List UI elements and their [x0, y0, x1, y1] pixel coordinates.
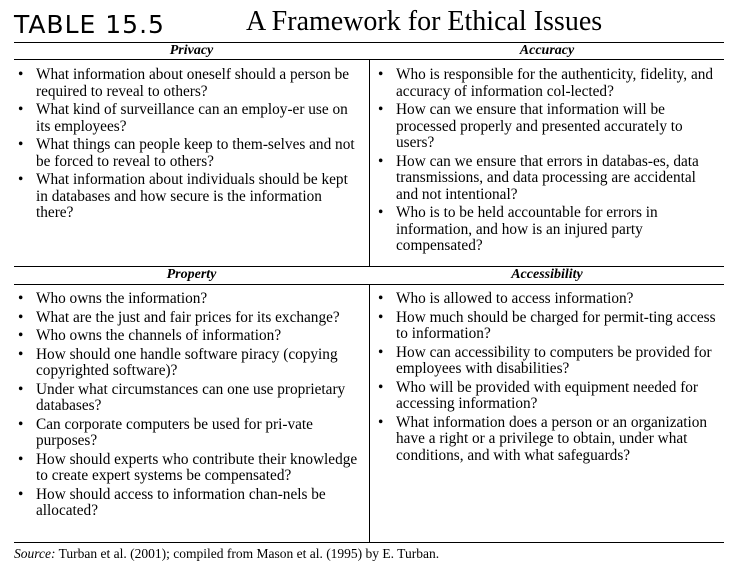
- bullet-icon: •: [378, 343, 384, 361]
- table-title: A Framework for Ethical Issues: [246, 6, 603, 37]
- list-item: • What are the just and fair prices for its exchange?: [18, 308, 340, 326]
- list-item: • How should one handle software piracy (copying copyrighted software)?: [18, 345, 338, 379]
- bullet-icon: •: [18, 290, 24, 307]
- list-item: • What information about individuals should be kept in databases and how secure is the information there?: [18, 171, 348, 221]
- bullet-icon: •: [18, 327, 24, 344]
- source-label: Source:: [14, 546, 56, 561]
- list-item: • How should experts who contribute their knowledge to create expert systems be compensated?: [18, 450, 358, 484]
- privacy-list: [14, 67, 358, 224]
- list-item: • Under what circumstances can one use proprietary databases?: [18, 380, 346, 414]
- list-item: • What kind of surveillance can an employ-er use on its employees?: [18, 101, 348, 135]
- bullet-icon: •: [18, 415, 24, 433]
- list-item: • Who will be provided with equipment needed for accessing information?: [378, 378, 699, 412]
- list-item: • Who is responsible for the authenticity, fidelity, and accuracy of information col-lected?: [378, 66, 714, 100]
- bullet-icon: •: [378, 413, 384, 431]
- accessibility-list: [374, 291, 720, 466]
- bullet-icon: •: [18, 136, 24, 153]
- list-item: • How can accessibility to computers be provided for employees with disabilities?: [378, 343, 712, 377]
- bullet-icon: •: [378, 152, 384, 170]
- column-divider-bottom: [369, 284, 370, 542]
- bullet-icon: •: [378, 66, 384, 83]
- property-list: [14, 291, 358, 522]
- title-row: [14, 4, 726, 40]
- list-item: • Can corporate computers be used for pri-vate purposes?: [18, 415, 313, 449]
- list-item: • Who is to be held accountable for errors in information, and how is an injured party compensated?: [378, 204, 658, 254]
- bullet-icon: •: [18, 450, 24, 468]
- list-item: • What information does a person or an organization have a right or a privilege to obtain, under what conditions, and with what safeguards?: [378, 413, 708, 464]
- privacy-heading: Privacy: [169, 43, 214, 58]
- bullet-icon: •: [378, 204, 384, 221]
- table-label: TABLE 15.5: [14, 10, 165, 39]
- list-item: • What information about oneself should a person be required to reveal to others?: [18, 66, 350, 100]
- bullet-icon: •: [378, 290, 384, 307]
- bullet-icon: •: [18, 308, 24, 326]
- property-heading: Property: [166, 267, 217, 282]
- bottom-rule: [14, 542, 724, 543]
- list-item: • How can we ensure that errors in databas-es, data transmissions, and data processing are accidental and not intentional?: [378, 152, 699, 203]
- bullet-icon: •: [18, 345, 24, 363]
- list-item: • How should access to information chan-nels be allocated?: [18, 485, 326, 519]
- source-note: [14, 546, 439, 562]
- accuracy-list: [374, 67, 720, 257]
- list-item: • What things can people keep to them-selves and not be forced to reveal to others?: [18, 136, 355, 170]
- bullet-icon: •: [18, 101, 24, 118]
- accuracy-heading: Accuracy: [519, 43, 575, 58]
- bullet-icon: •: [18, 66, 24, 83]
- bullet-icon: •: [378, 308, 384, 326]
- list-item: • Who owns the information?: [18, 290, 208, 307]
- bullet-icon: •: [378, 101, 384, 118]
- list-item: • Who is allowed to access information?: [378, 290, 634, 307]
- bullet-icon: •: [18, 380, 24, 398]
- column-divider-top: [369, 59, 370, 266]
- bullet-icon: •: [18, 171, 24, 188]
- bullet-icon: •: [378, 378, 384, 396]
- source-text: Turban et al. (2001); compiled from Mason et al. (1995) by E. Turban.: [55, 546, 440, 561]
- list-item: • Who owns the channels of information?: [18, 327, 282, 344]
- accessibility-heading: Accessibility: [511, 267, 583, 282]
- list-item: • How much should be charged for permit-ting access to information?: [378, 308, 716, 342]
- bullet-icon: •: [18, 485, 24, 503]
- list-item: • How can we ensure that information will be processed properly and presented accurately to users?: [378, 101, 683, 151]
